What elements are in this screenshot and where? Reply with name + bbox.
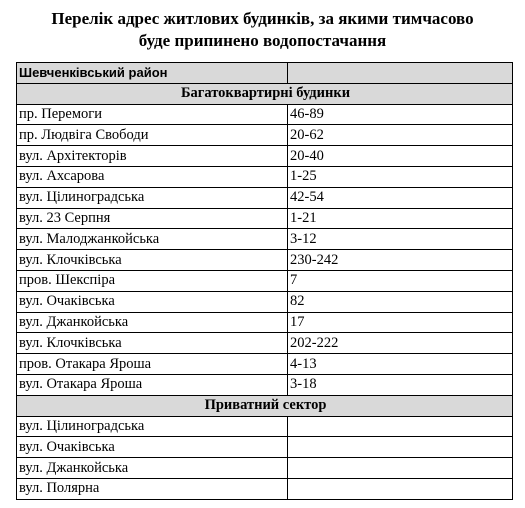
street-cell: вул. Клочківська	[17, 250, 288, 271]
street-cell: вул. Полярна	[17, 478, 288, 499]
table-row	[17, 354, 513, 375]
street-cell: пров. Шекспіра	[17, 270, 288, 291]
table-row	[17, 416, 513, 437]
document-title	[0, 8, 525, 52]
table-row	[17, 208, 513, 229]
house-numbers-cell: 3-18	[288, 374, 513, 395]
table-row	[17, 333, 513, 354]
district-name: Шевченківський район	[17, 63, 288, 84]
street-cell: пров. Отакара Яроша	[17, 354, 288, 375]
house-numbers-cell: 1-21	[288, 208, 513, 229]
street-cell: вул. Джанкойська	[17, 312, 288, 333]
street-cell: вул. 23 Серпня	[17, 208, 288, 229]
table-row	[17, 312, 513, 333]
house-numbers-cell: 3-12	[288, 229, 513, 250]
table-row	[17, 104, 513, 125]
table-row	[17, 146, 513, 167]
table-row	[17, 437, 513, 458]
house-numbers-cell: 82	[288, 291, 513, 312]
section-header-row	[17, 83, 513, 104]
table-row	[17, 187, 513, 208]
house-numbers-cell	[288, 458, 513, 479]
street-cell: вул. Очаківська	[17, 291, 288, 312]
house-numbers-cell: 42-54	[288, 187, 513, 208]
title-line-2: буде припинено водопостачання	[138, 31, 387, 50]
house-numbers-cell: 1-25	[288, 166, 513, 187]
house-numbers-cell: 230-242	[288, 250, 513, 271]
table-row	[17, 125, 513, 146]
address-table	[16, 62, 513, 500]
street-cell: пр. Перемоги	[17, 104, 288, 125]
street-cell: вул. Цілиноградська	[17, 416, 288, 437]
street-cell: вул. Клочківська	[17, 333, 288, 354]
section-heading: Приватний сектор	[17, 395, 513, 416]
street-cell: вул. Цілиноградська	[17, 187, 288, 208]
district-empty-cell	[288, 63, 513, 84]
house-numbers-cell	[288, 478, 513, 499]
title-line-1: Перелік адрес житлових будинків, за якими тимчасово	[51, 9, 474, 28]
house-numbers-cell	[288, 437, 513, 458]
street-cell: вул. Архітекторів	[17, 146, 288, 167]
table-row	[17, 478, 513, 499]
street-cell: вул. Очаківська	[17, 437, 288, 458]
table-row	[17, 291, 513, 312]
house-numbers-cell: 4-13	[288, 354, 513, 375]
house-numbers-cell: 20-40	[288, 146, 513, 167]
address-table-body	[17, 63, 513, 500]
house-numbers-cell: 202-222	[288, 333, 513, 354]
house-numbers-cell: 17	[288, 312, 513, 333]
table-row	[17, 458, 513, 479]
table-row	[17, 270, 513, 291]
table-row	[17, 229, 513, 250]
street-cell: вул. Малоджанкойська	[17, 229, 288, 250]
house-numbers-cell: 7	[288, 270, 513, 291]
house-numbers-cell: 20-62	[288, 125, 513, 146]
table-row	[17, 250, 513, 271]
section-heading: Багатоквартирні будинки	[17, 83, 513, 104]
street-cell: вул. Отакара Яроша	[17, 374, 288, 395]
street-cell: вул. Ахсарова	[17, 166, 288, 187]
street-cell: пр. Людвіга Свободи	[17, 125, 288, 146]
street-cell: вул. Джанкойська	[17, 458, 288, 479]
house-numbers-cell: 46-89	[288, 104, 513, 125]
house-numbers-cell	[288, 416, 513, 437]
table-row	[17, 166, 513, 187]
table-row	[17, 374, 513, 395]
section-header-row	[17, 395, 513, 416]
district-row	[17, 63, 513, 84]
